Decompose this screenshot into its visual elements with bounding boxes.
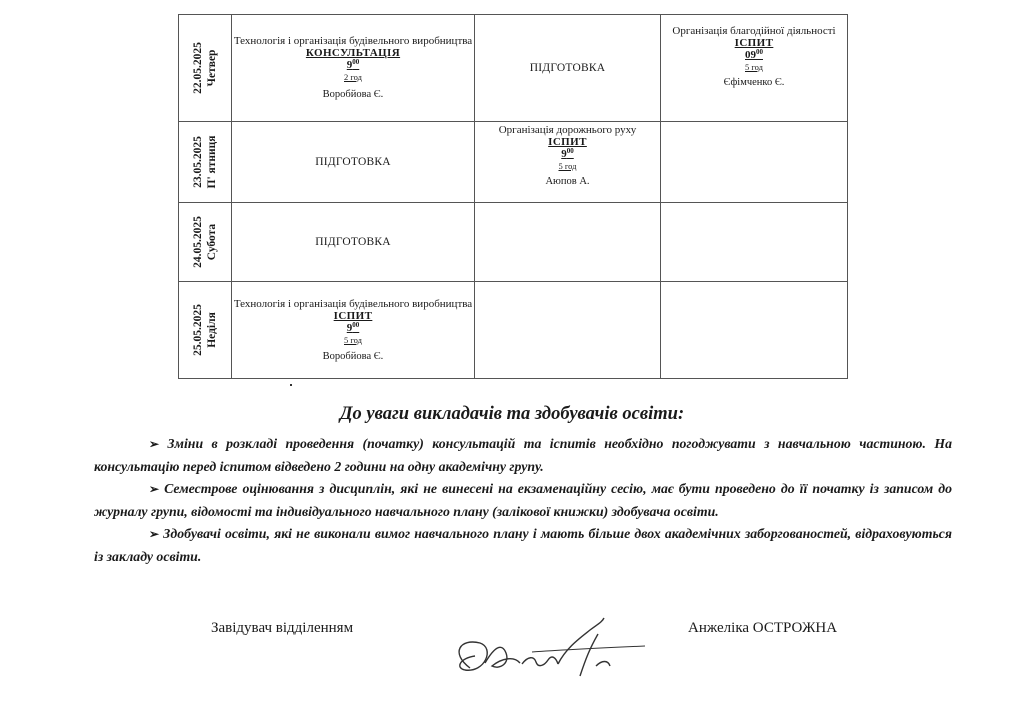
duration: 5 год bbox=[344, 334, 362, 345]
weekday-label: Неділя bbox=[206, 312, 218, 348]
preparation-label: ПІДГОТОВКА bbox=[529, 62, 606, 74]
teacher-name: Єфімченко Є. bbox=[723, 77, 785, 88]
bullet-arrow-icon: ➢ bbox=[149, 437, 160, 451]
teacher-name: Воробйова Є. bbox=[322, 350, 384, 362]
session-kind: КОНСУЛЬТАЦІЯ bbox=[305, 47, 401, 59]
notice-text: Зміни в розкладі проведення (початку) консультацій та іспитів необхідно погоджувати з навчальною частиною. На консультацію перед іспитом відведено 2 години на одну академічну групу. bbox=[94, 436, 952, 474]
notice-item bbox=[94, 478, 952, 523]
session-kind: ІСПИТ bbox=[734, 37, 774, 49]
schedule-cell bbox=[661, 203, 848, 282]
notice-text: Семестрове оцінювання з дисциплін, які не винесені на екзаменаційну сесію, має бути проведено до її початку із записом до журналу групи, відомості та індивідуального навчального плану (залікової книжки) здобувача освіти. bbox=[94, 481, 952, 519]
session-kind: ІСПИТ bbox=[333, 309, 373, 322]
date-label: 25.05.2025 bbox=[192, 304, 204, 356]
day-cell bbox=[179, 203, 232, 282]
schedule-cell bbox=[661, 15, 848, 122]
start-time: $09^{00}$ bbox=[745, 48, 763, 61]
schedule-cell bbox=[475, 282, 661, 379]
day-cell bbox=[179, 122, 232, 203]
table-row bbox=[179, 122, 848, 203]
stray-mark bbox=[290, 384, 292, 386]
table-row bbox=[179, 15, 848, 122]
session-kind: ІСПИТ bbox=[548, 136, 587, 148]
preparation-label: ПІДГОТОВКА bbox=[315, 156, 391, 168]
duration: 2 год bbox=[344, 72, 362, 82]
schedule-cell bbox=[661, 122, 848, 203]
start-time: $9^{00}$ bbox=[346, 58, 360, 71]
schedule-cell bbox=[232, 203, 475, 282]
duration: 5 год bbox=[745, 62, 763, 72]
signer-name: Анжеліка ОСТРОЖНА bbox=[688, 620, 838, 636]
handwritten-signature bbox=[440, 608, 670, 708]
bullet-arrow-icon: ➢ bbox=[149, 482, 160, 496]
date-label: 24.05.2025 bbox=[192, 216, 204, 268]
day-cell bbox=[179, 15, 232, 122]
teacher-name: Воробйова Є. bbox=[322, 89, 384, 100]
date-label: 22.05.2025 bbox=[192, 42, 204, 94]
day-cell bbox=[179, 282, 232, 379]
subject-name: Технологія і організація будівельного виробництва bbox=[233, 35, 473, 47]
teacher-name: Аюпов А. bbox=[545, 176, 590, 187]
preparation-label: ПІДГОТОВКА bbox=[315, 236, 391, 248]
notice-text: Здобувачі освіти, які не виконали вимог навчального плану і мають більше двох академічних заборгованостей, відраховуються із закладу освіти. bbox=[94, 526, 952, 564]
notice-item bbox=[94, 433, 952, 478]
start-time: $9^{00}$ bbox=[561, 147, 574, 160]
table-row bbox=[179, 282, 848, 379]
weekday-label: Субота bbox=[206, 223, 218, 261]
subject-name: Організація благодійної діяльності bbox=[672, 25, 836, 37]
exam-schedule-table bbox=[178, 14, 848, 379]
schedule-cell bbox=[232, 15, 475, 122]
subject-name: Технологія і організація будівельного виробництва bbox=[233, 297, 473, 310]
notice-item bbox=[94, 523, 952, 568]
bullet-arrow-icon: ➢ bbox=[149, 527, 160, 541]
date-label: 23.05.2025 bbox=[192, 136, 204, 188]
schedule-cell bbox=[475, 15, 661, 122]
subject-name: Організація дорожнього руху bbox=[498, 124, 637, 136]
notice-title: До уваги викладачів та здобувачів освіти: bbox=[339, 404, 685, 424]
schedule-cell bbox=[232, 122, 475, 203]
schedule-cell bbox=[475, 122, 661, 203]
start-time: $9^{00}$ bbox=[346, 320, 360, 334]
signer-position: Завідувач відділенням bbox=[211, 620, 354, 636]
weekday-label: Четвер bbox=[206, 49, 218, 87]
notice-list bbox=[94, 433, 952, 568]
schedule-cell bbox=[661, 282, 848, 379]
schedule-cell bbox=[232, 282, 475, 379]
weekday-label: П' ятниця bbox=[206, 135, 218, 189]
table-row bbox=[179, 203, 848, 282]
schedule-cell bbox=[475, 203, 661, 282]
duration: 5 год bbox=[558, 161, 577, 171]
